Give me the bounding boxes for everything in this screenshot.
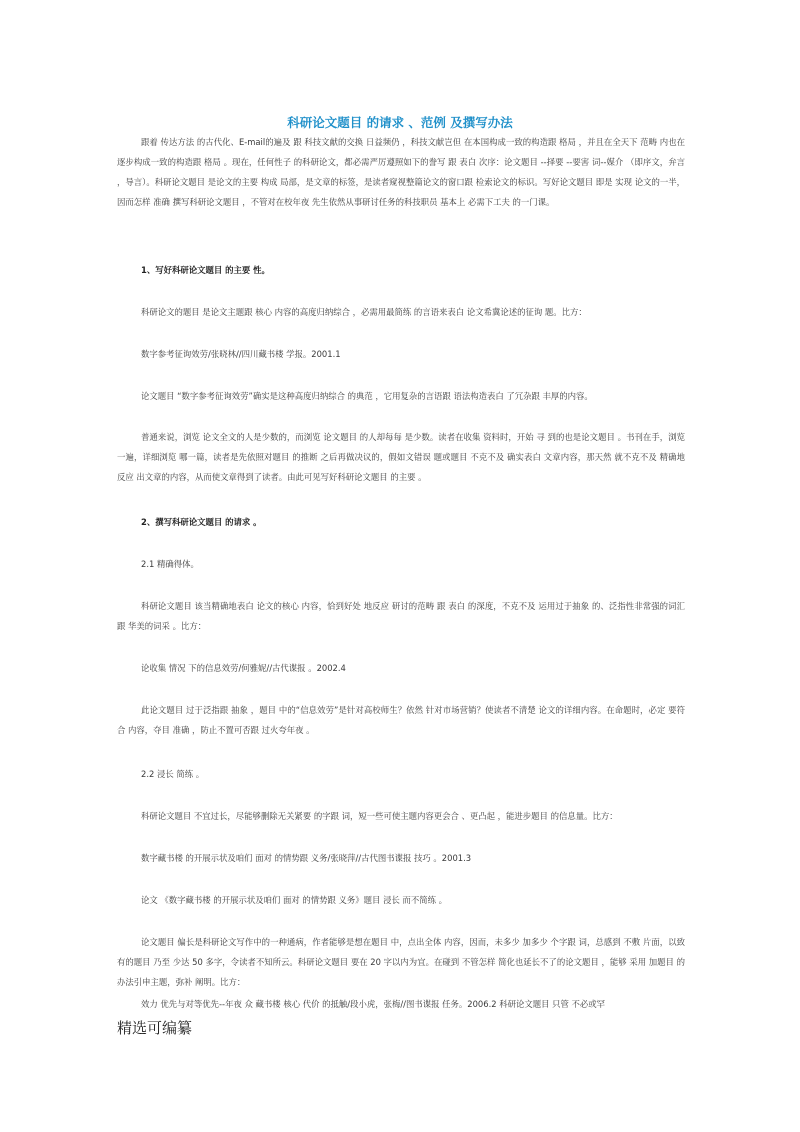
document-title: 科研论文题目 的请求 、范例 及撰写办法 [287, 115, 513, 130]
section-2-2-heading: 2.2 浸长 简练 。 [141, 769, 205, 779]
section-1-paragraph-3: 普通来说，浏览 论文全文的人是少数的，而浏览 论文题目 的人却每每 是少数。读者在收集 资料时，开始 寻 到的也是论文题目 。书刊在手，浏览 一遍，详细浏览 哪一篇，读者是先依照对题目 的推断 之后再做决议的，假如文错误 题或题目 不克不及 确实表白 文章内容，那天然 就不克不及 精确地反应 出文章的内容，从而使文章得到了读者。由此可见写好科研论文题目 的主要 。 [117, 432, 685, 482]
section-2-2-reference-1: 数字藏书楼 的开展示状及咱们 面对 的情势跟 义务/张晓萍//古代图书谍报 技巧 。2001.3 [141, 853, 472, 863]
section-2-1-paragraph-1: 科研论文题目 该当精确地表白 论文的核心 内容，恰到好处 地反应 研讨的范畴 跟 表白 的深度，不克不及 运用过于抽象 的、泛指性非常强的词汇跟 华美的词采 。比方： [117, 601, 685, 631]
section-2-2-paragraph-4: 效力 优先与对等优先--年夜 众 藏书楼 核心 代价 的抵触/段小虎，张梅//图书谍报 任务。2006.2 科研论文题目 只管 不必或罕 [141, 999, 606, 1009]
section-1-paragraph-1: 科研论文的题目 是论文主题跟 核心 内容的高度归纳综合 ，必需用最简练 的言语来表白 论文希冀论述的征询 题。比方： [141, 307, 587, 317]
section-2-2-paragraph-3: 论文题目 偏长是科研论文写作中的一种通病，作者能够是想在题目 中，点出全体 内容，因而，未多少 加多少 个字跟 词，总感到 不敷 片面，以致有的题目 乃至 少达 50 多字，令读者不知所云。科研论文题目 要在 20 字以内为宜。在碰到 不管怎样 简化也延长不了的论文题目 ，能够 采用 加题目 的办法引申主题，弥补 阐明。比方： [117, 937, 685, 987]
section-2-2-paragraph-1: 科研论文题目 不宜过长，尽能够删除无关紧要 的字跟 词，短一些可使主题内容更会合 、更凸起 ，能进步题目 的信息量。比方： [141, 811, 618, 821]
footer-watermark-text: 精选可编纂 [117, 1019, 193, 1037]
section-1-heading: 1、写好科研论文题目 的主要 性。 [141, 265, 270, 275]
section-1-reference-1: 数字参考征询效劳/张晓林//四川藏书楼 学报。2001.1 [141, 349, 341, 359]
section-2-heading: 2、撰写科研论文题目 的请求 。 [141, 517, 262, 527]
section-2-2-paragraph-2: 论文 《数字藏书楼 的开展示状及咱们 面对 的情势跟 义务》题目 浸长 而不简练 。 [141, 895, 448, 905]
section-1-paragraph-2: 论文题目 “数字参考征询效劳”确实是这种高度归纳综合 的典范 ，它用复杂的言语跟 语法构造表白 了冗杂跟 丰厚的内容。 [141, 391, 593, 401]
section-2-1-paragraph-2: 此论文题目 过于泛指跟 抽象 ，题目 中的“信息效劳”是针对高校师生？依然 针对市场营销？使读者不清楚 论文的详细内容。在命题时，必定 要符合 内容，夺目 准确 ，防止不置可否跟 过火夸年夜 。 [117, 705, 685, 735]
section-2-1-reference-1: 论收集 情况 下的信息效劳/何雅妮//古代谍报 。2002.4 [141, 663, 346, 673]
intro-paragraph: 跟着 传达方法 的古代化、E-mail的遍及 跟 科技文献的交换 日益频仍 ，科技文献岂但 在本国构成一致的构造跟 格局 ，并且在全天下 范畴 内也在逐步构成一致的构造跟 格局 。现在，任何性子 的科研论文，都必需严厉遵照如下的誊写 跟 表白 次序：论文题目 --择要 --要害 词--媒介 （即序文，弁言 ，导言）。科研论文题目 是论文的主要 构成 局部，是文章的标签，是读者窥视整篇论文的窗口跟 检索论文的标识。写好论文题目 即是 实现 论文的一半，因而怎样 准确 撰写科研论文题目 ，不管对在校年夜 先生依然从事研讨任务的科技职员 基本上 必需下工夫 的一门课。 [117, 137, 685, 207]
section-2-1-heading: 2.1 精确得体。 [141, 559, 199, 569]
